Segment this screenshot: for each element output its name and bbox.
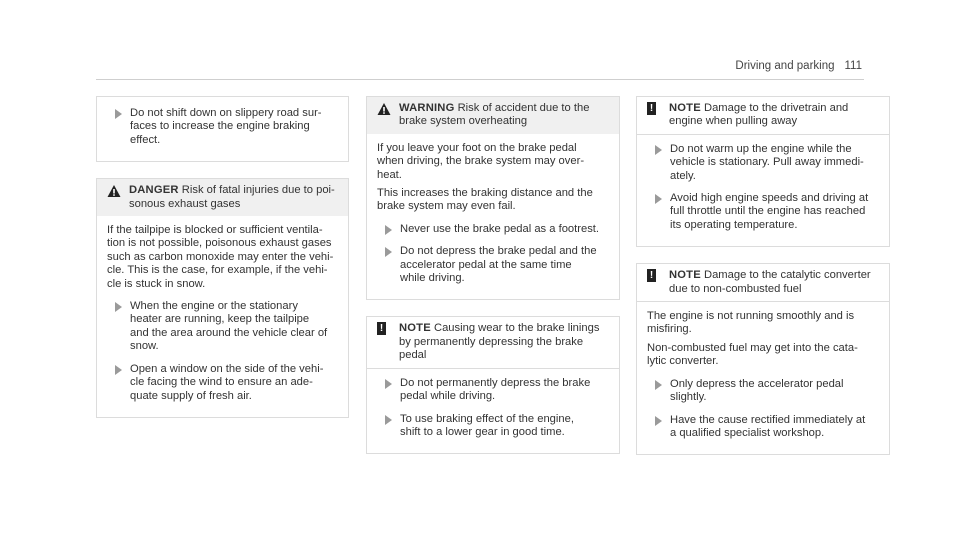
warning-box bbox=[366, 96, 620, 300]
exclamation-icon: ! bbox=[647, 102, 656, 115]
arrow-icon bbox=[115, 365, 122, 375]
danger-header bbox=[97, 179, 348, 216]
list-item: When the engine or the stationary heater are running, keep the tailpipe and the area around the vehicle clear of snow. bbox=[107, 300, 338, 354]
note-label: NOTE bbox=[669, 102, 701, 114]
page-number: 111 bbox=[844, 60, 862, 72]
note-box bbox=[636, 263, 890, 455]
arrow-icon bbox=[655, 416, 662, 426]
list-item: Open a window on the side of the vehi- cle facing the wind to ensure an ade- quate supply of fresh air. bbox=[107, 363, 338, 403]
list-item: Do not depress the brake pedal and the accelerator pedal at the same time while driving. bbox=[377, 245, 609, 285]
column-2 bbox=[366, 96, 620, 470]
arrow-icon bbox=[115, 302, 122, 312]
arrow-icon bbox=[655, 145, 662, 155]
note-title: Damage to the catalytic converter due to non-combusted fuel bbox=[669, 269, 871, 295]
exclamation-icon: ! bbox=[377, 322, 386, 335]
danger-title: Risk of fatal injuries due to poi- sonous exhaust gases bbox=[129, 184, 335, 210]
list-item: Do not shift down on slippery road sur- faces to increase the engine braking effect. bbox=[107, 107, 338, 147]
note-box bbox=[636, 96, 890, 247]
arrow-icon bbox=[385, 379, 392, 389]
column-3 bbox=[636, 96, 890, 471]
warning-triangle-icon bbox=[377, 102, 391, 116]
exclamation-icon: ! bbox=[647, 269, 656, 282]
warning-header bbox=[367, 97, 619, 134]
warning-triangle-icon bbox=[107, 184, 121, 198]
note-box bbox=[366, 316, 620, 454]
page-header bbox=[735, 60, 862, 72]
note-label: NOTE bbox=[399, 322, 431, 335]
note-title: Causing wear to the brake linings by permanently depressing the brake pedal bbox=[399, 322, 600, 362]
list-item: Have the cause rectified immediately at a qualified specialist workshop. bbox=[647, 414, 879, 441]
list-item: Only depress the accelerator pedal slightly. bbox=[647, 378, 879, 405]
note-text-2: Non-combusted fuel may get into the cata- lytic converter. bbox=[647, 341, 858, 368]
header-rule bbox=[96, 79, 864, 80]
section-title: Driving and parking bbox=[735, 60, 835, 72]
warning-title: Risk of accident due to the brake system overheating bbox=[399, 102, 590, 128]
column-1 bbox=[96, 96, 349, 434]
warning-text-2: This increases the braking distance and the brake system may even fail. bbox=[377, 187, 593, 213]
arrow-icon bbox=[385, 415, 392, 425]
note-label: NOTE bbox=[669, 269, 701, 282]
note-header bbox=[637, 264, 889, 301]
arrow-icon bbox=[655, 380, 662, 390]
note-header bbox=[637, 97, 889, 134]
danger-label: DANGER bbox=[129, 184, 179, 197]
note-header bbox=[367, 317, 619, 367]
list-item: Never use the brake pedal as a footrest. bbox=[377, 223, 609, 236]
list-item: Do not permanently depress the brake pedal while driving. bbox=[377, 377, 609, 404]
arrow-icon bbox=[655, 194, 662, 204]
arrow-icon bbox=[385, 225, 392, 235]
instruction-box bbox=[96, 96, 349, 162]
arrow-icon bbox=[115, 109, 122, 119]
list-item: To use braking effect of the engine, shift to a lower gear in good time. bbox=[377, 413, 609, 440]
warning-text-1: If you leave your foot on the brake pedal when driving, the brake system may over- heat. bbox=[377, 141, 585, 181]
warning-label: WARNING bbox=[399, 102, 455, 114]
arrow-icon bbox=[385, 247, 392, 257]
danger-text: If the tailpipe is blocked or sufficient ventila- tion is not possible, poisonous exhaust gases such as carbon monoxide may enter the vehi- cle. This is the case, for example, if the vehi- cle is stuck in snow. bbox=[107, 224, 334, 290]
list-item: Avoid high engine speeds and driving at full throttle until the engine has reached its operating temperature. bbox=[647, 192, 879, 232]
danger-box bbox=[96, 178, 349, 418]
list-item: Do not warm up the engine while the vehicle is stationary. Pull away immedi- ately. bbox=[647, 143, 879, 183]
note-text-1: The engine is not running smoothly and is misfiring. bbox=[647, 310, 855, 336]
note-title: Damage to the drivetrain and engine when pulling away bbox=[669, 102, 849, 128]
